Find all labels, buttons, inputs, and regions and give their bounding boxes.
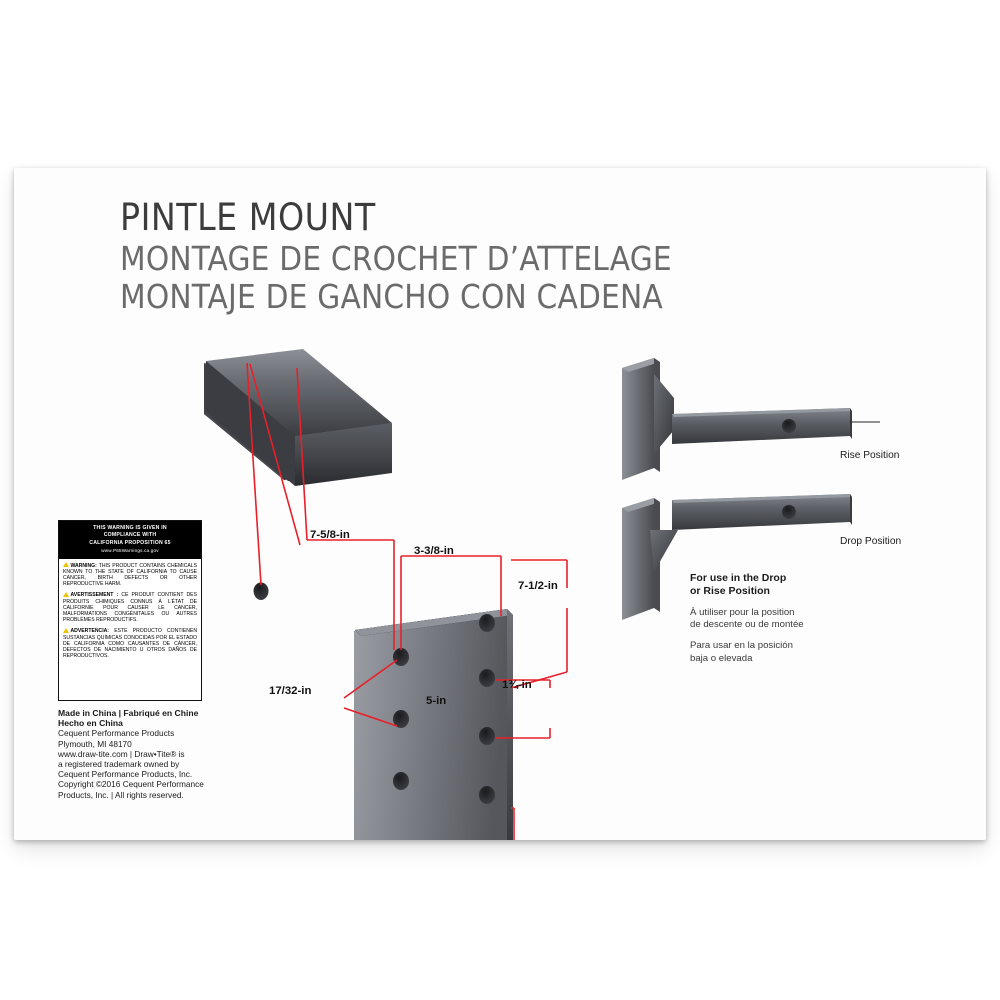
usage-note-es-2: baja o elevada xyxy=(690,652,753,664)
dim-hole-diameter: 17/32-in xyxy=(269,685,312,697)
page-title-en: PINTLE MOUNT xyxy=(120,196,376,239)
dim-width-top: 7-5/8-in xyxy=(310,529,350,541)
copyright-line-2: Products, Inc. | All rights reserved. xyxy=(58,789,184,800)
label-rise-position: Rise Position xyxy=(840,450,900,461)
warning-es-title: ADVERTENCIA: xyxy=(70,628,109,635)
avertissement-triangle-icon xyxy=(63,592,69,597)
usage-note-es-1: Para usar en la posición xyxy=(690,640,793,652)
instruction-sheet xyxy=(14,168,986,840)
company-website: www.draw-tite.com | Draw•Tite® is xyxy=(58,748,185,759)
dim-plate-width: 7-1/2-in xyxy=(518,580,558,592)
company-address: Plymouth, MI 48170 xyxy=(58,738,132,749)
rise-position-view xyxy=(622,358,880,480)
dim-hole-spacing-vertical: 1¾-in xyxy=(502,679,532,691)
dim-plate-height: 5-in xyxy=(426,695,447,707)
warning-triangle-icon xyxy=(63,562,69,567)
advertencia-triangle-icon xyxy=(63,628,69,633)
usage-note-en-2: or Rise Position xyxy=(690,584,770,597)
usage-note xyxy=(690,572,890,665)
page-title-fr: MONTAGE DE CROCHET D’ATTELAGE xyxy=(120,239,672,278)
warning-header-line2: COMPLIANCE WITH xyxy=(103,532,157,539)
company-name: Cequent Performance Products xyxy=(58,728,175,739)
usage-note-en-1: For use in the Drop xyxy=(690,572,787,584)
usage-note-fr-1: À utiliser pour la position xyxy=(690,606,795,618)
warning-en xyxy=(63,562,197,588)
prop65-warning-label xyxy=(58,520,202,701)
shank-pin-hole xyxy=(254,583,269,600)
warning-header-url: www.P65Warnings.ca.gov xyxy=(101,548,159,554)
warning-header xyxy=(59,521,201,559)
trademark-line-1: a registered trademark owned by xyxy=(58,759,180,770)
warning-es xyxy=(63,627,197,659)
made-in: Made in China | Fabriqué en Chine xyxy=(58,708,199,718)
warning-fr xyxy=(63,591,197,623)
page-title-es: MONTAJE DE GANCHO CON CADENA xyxy=(120,277,663,316)
label-drop-position: Drop Position xyxy=(840,536,902,547)
shank-long-bar xyxy=(206,349,392,486)
usage-note-fr-2: de descente ou de montée xyxy=(690,619,804,630)
warning-header-line1: THIS WARNING IS GIVEN IN xyxy=(93,525,167,531)
mounting-plate xyxy=(355,609,513,840)
warning-fr-title: AVERTISSEMENT : xyxy=(70,592,119,599)
warning-fr-text: CE PRODUIT CONTIENT DES PRODUITS CHIMIQUES CONNUS À L’ÉTAT DE CALIFORNIE POUR CAUSER LE CANCER, MALFORMATIONS CONGÉNITALES OU AUTRES PROBLÈMES REPRODUCTIFS. xyxy=(63,592,197,624)
warning-header-line3: CALIFORNIA PROPOSITION 65 xyxy=(89,539,171,546)
trademark-line-2: Cequent Performance Products, Inc. xyxy=(58,769,193,780)
legal-block xyxy=(58,708,273,800)
dim-hole-spacing-horizontal: 3-3/8-in xyxy=(414,545,454,557)
made-in-es: Hecho en China xyxy=(58,718,123,729)
warning-en-title: WARNING: xyxy=(70,562,97,569)
warning-es-text: ESTE PRODUCTO CONTIENEN SUSTANCIAS QUÍMICAS CONOCIDAS POR EL ESTADO DE CALIFORNIA COMO CAUSANTES DE CÁNCER, DEFECTOS DE NACIMIENTO U OTROS DAÑOS DE REPRODUCTIVOS. xyxy=(63,628,197,660)
copyright-line-1: Copyright ©2016 Cequent Performance xyxy=(58,779,204,790)
warning-en-text: THIS PRODUCT CONTAINS CHEMICALS KNOWN TO THE STATE OF CALIFORNIA TO CAUSE CANCER, BIRTH DEFECTS OR OTHER REPRODUCTIVE HARM. xyxy=(63,562,197,588)
